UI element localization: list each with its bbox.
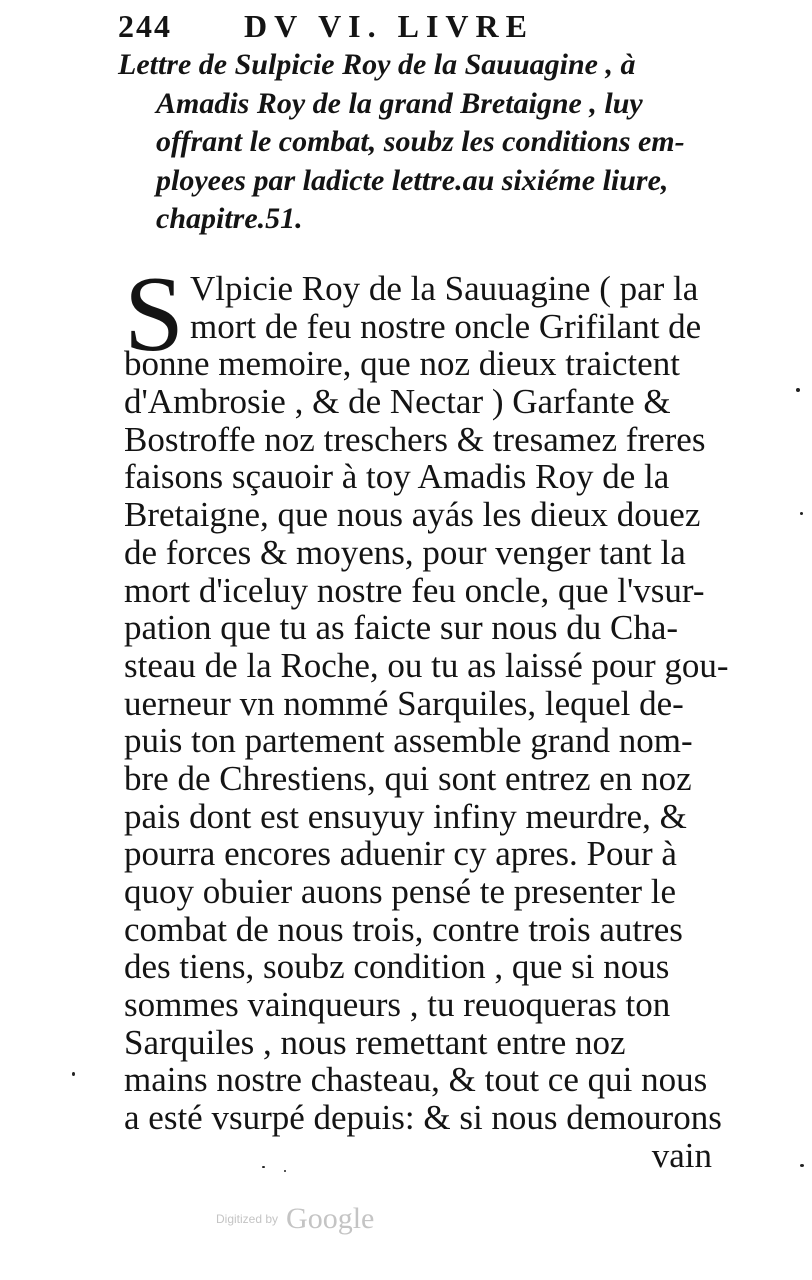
body-line: pation que tu as faicte sur nous du Cha-	[124, 608, 679, 648]
drop-cap: S	[124, 255, 185, 374]
heading-line: offrant le combat, soubz les conditions em-	[156, 125, 685, 158]
heading-line: ployees par ladicte lettre.au sixiéme liure,	[156, 163, 669, 197]
body-line: faisons sçauoir à toy Amadis Roy de la	[124, 457, 670, 497]
body-line: d'Ambrosie , & de Nectar ) Garfante &	[124, 382, 671, 422]
heading-line: Amadis Roy de la grand Bretaigne , luy	[156, 86, 643, 120]
margin-speck	[284, 1170, 286, 1172]
heading-line: Lettre de Sulpicie Roy de la Sauuagine , à	[118, 48, 636, 81]
body-line: sommes vainqueurs , tu reuoqueras ton	[124, 985, 671, 1025]
chapter-heading	[118, 46, 718, 239]
running-header	[118, 4, 658, 48]
body-line: a esté vsurpé depuis: & si nous demourons	[124, 1098, 722, 1138]
body-line: mort d'iceluy nostre feu oncle, que l'vsur-	[124, 570, 705, 610]
body-line: des tiens, soubz condition , que si nous	[124, 947, 670, 987]
body-line: mains nostre chasteau, & tout ce qui nous	[124, 1060, 708, 1100]
body-line: mort de feu nostre oncle Grifilant de	[190, 306, 702, 346]
body-line: bonne memoire, que noz dieux traictent	[124, 344, 680, 384]
body-line: pais dont est ensuyuy infiny meurdre, &	[124, 796, 687, 836]
body-line: quoy obuier auons pensé te presenter le	[124, 872, 677, 911]
body-line: Sarquiles , nous remettant entre noz	[124, 1022, 626, 1062]
margin-speck	[72, 1072, 75, 1076]
margin-speck	[262, 1166, 265, 1168]
body-line: pourra encores aduenir cy apres. Pour à	[124, 834, 677, 874]
digitizer-watermark	[216, 1202, 374, 1236]
body-line: bre de Chrestiens, qui sont entrez en noz	[124, 758, 692, 798]
body-line: de forces & moyens, pour venger tant la	[124, 532, 686, 572]
body-line: Bretaigne, que nous ayás les dieux douez	[124, 495, 701, 535]
heading-line: chapitre.51.	[156, 202, 303, 235]
watermark-prefix: Digitized by	[216, 1212, 279, 1226]
watermark-brand: Google	[286, 1202, 375, 1235]
margin-speck	[796, 388, 800, 392]
body-line: Vlpicie Roy de la Sauuagine ( par la	[190, 269, 699, 308]
letter-body	[124, 255, 729, 1175]
body-line: puis ton partement assemble grand nom-	[124, 721, 693, 761]
page-number: 244	[118, 8, 172, 44]
body-line: steau de la Roche, ou tu as laissé pour gou-	[124, 645, 729, 685]
margin-speck	[800, 512, 803, 515]
catchword: vain	[651, 1135, 712, 1175]
running-title: DV VI. LIVRE	[244, 8, 534, 44]
body-line: combat de nous trois, contre trois autres	[124, 909, 683, 949]
body-line: Bostroffe noz treschers & tresamez freres	[124, 419, 706, 459]
body-line: uerneur vn nommé Sarquiles, lequel de-	[124, 683, 684, 723]
margin-speck	[800, 1164, 804, 1167]
